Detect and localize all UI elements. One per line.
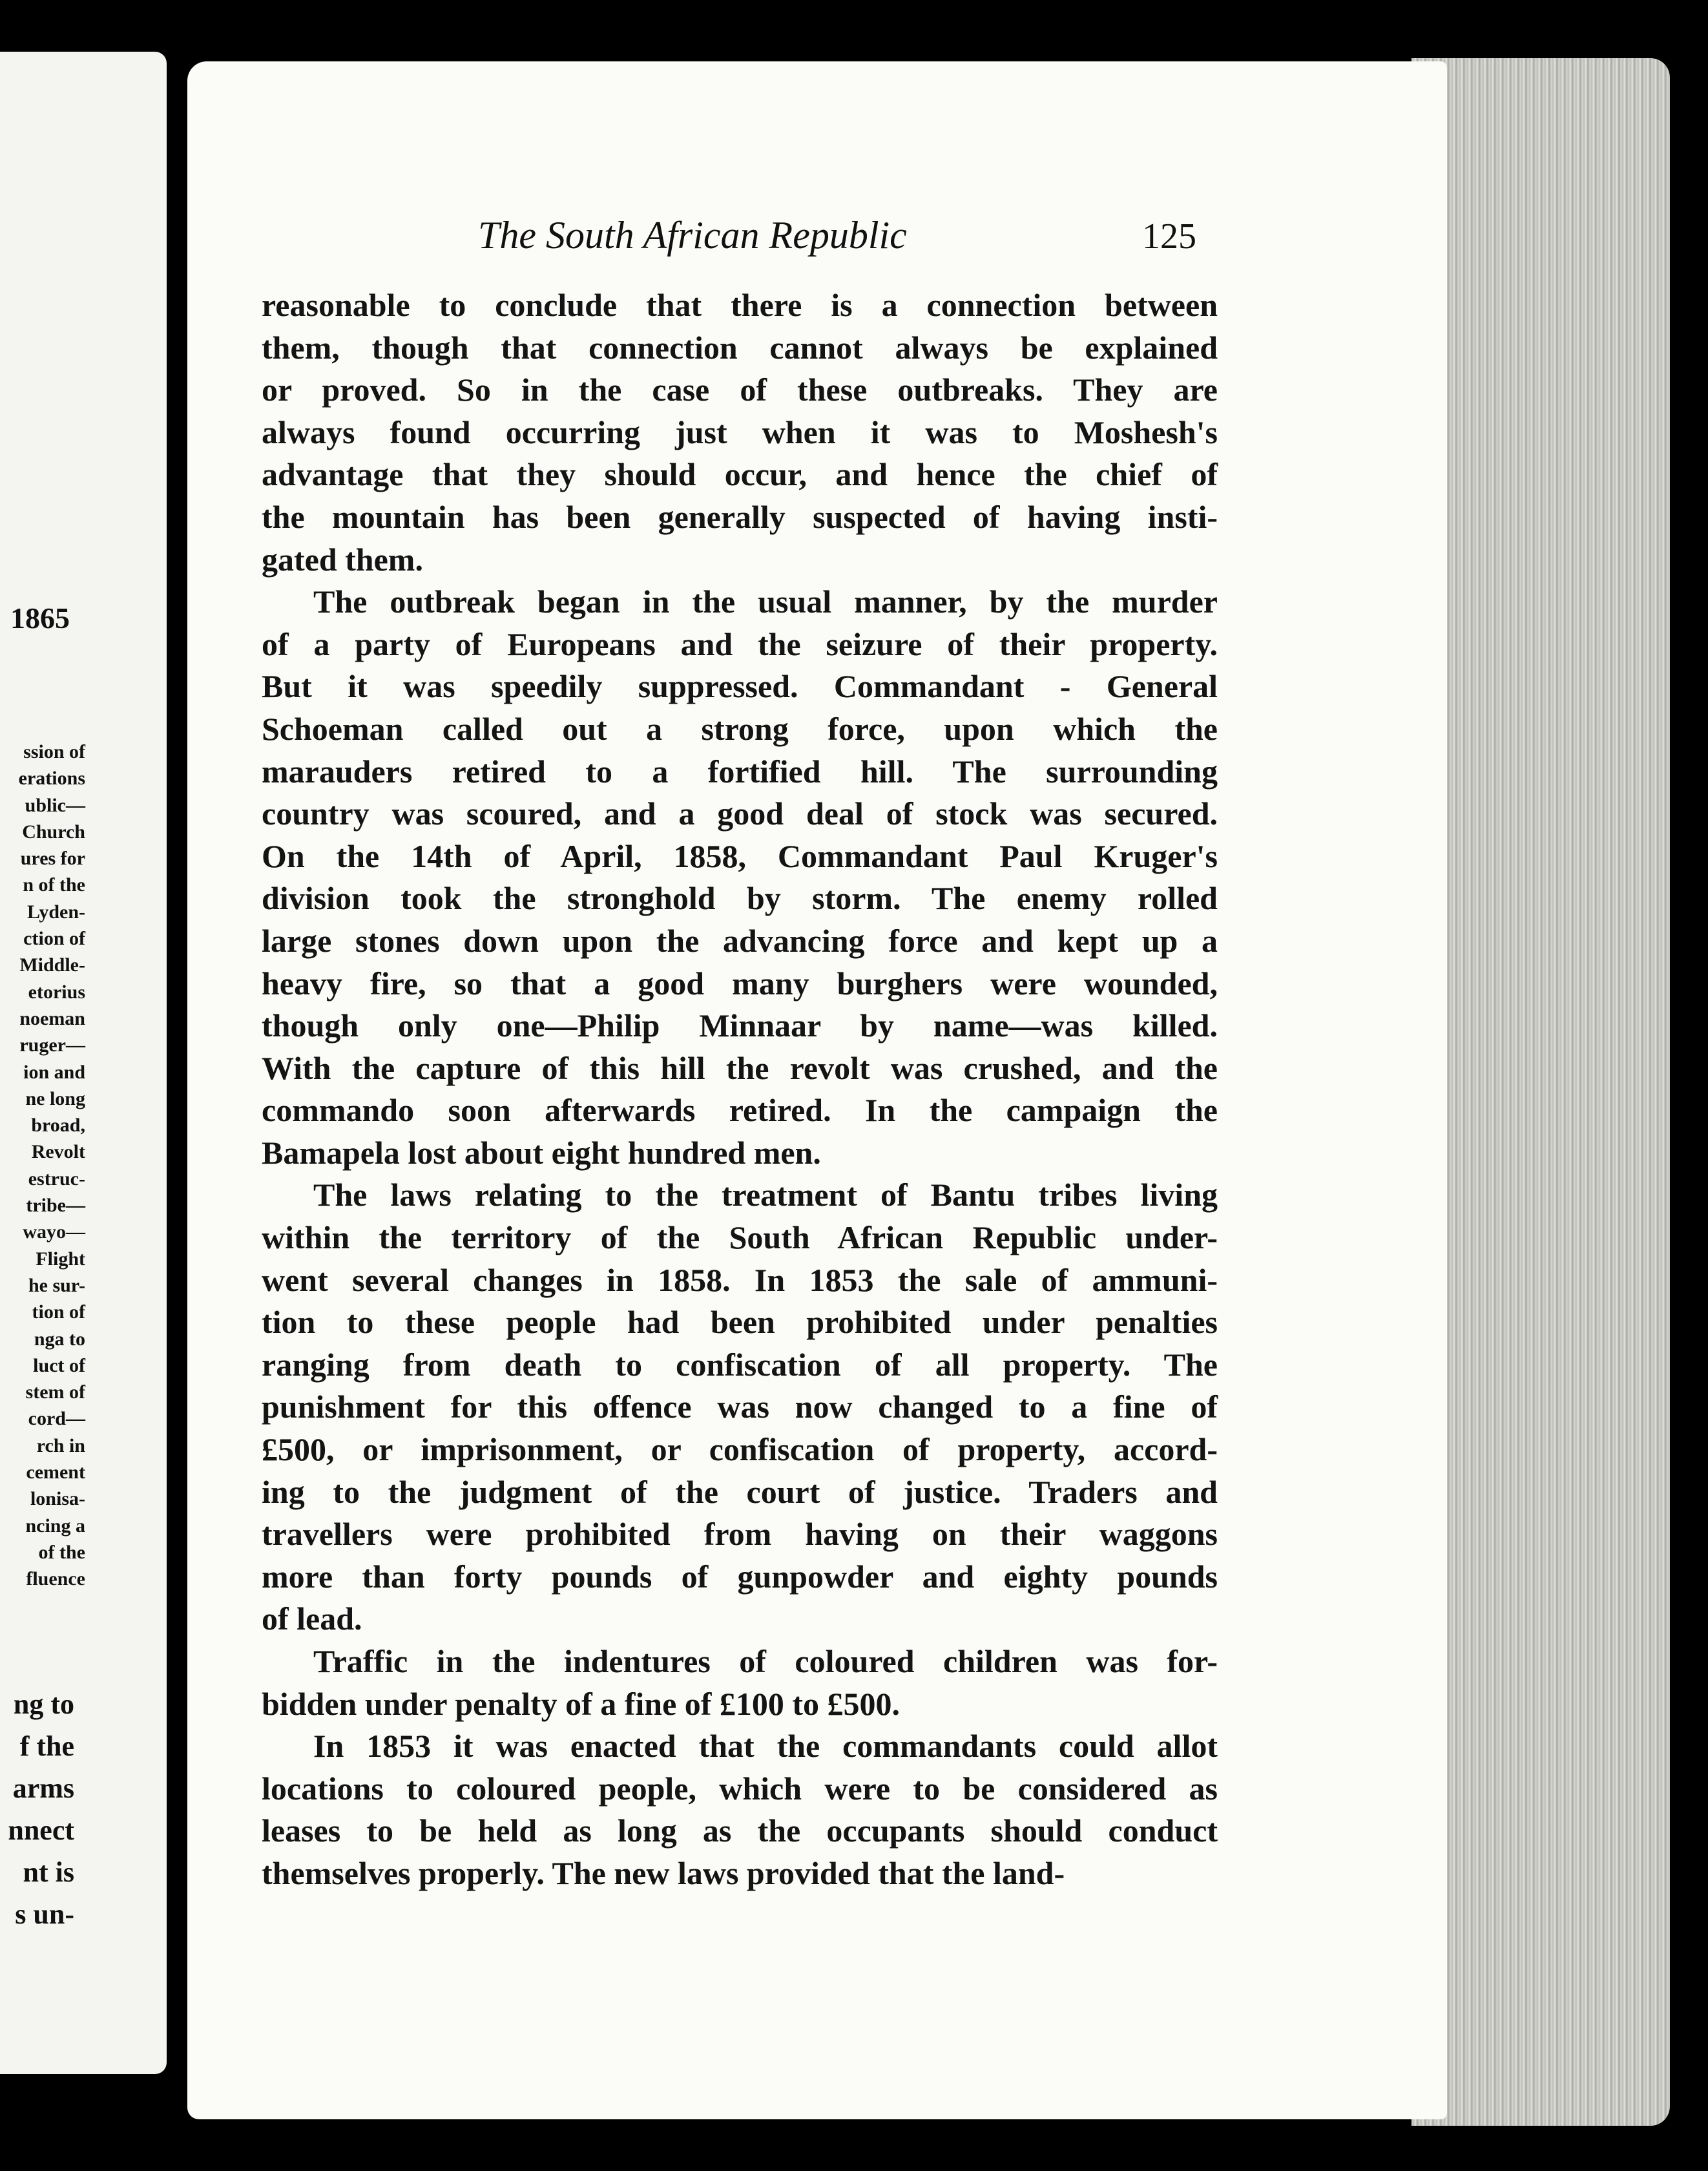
margin-note-line: broad,	[31, 1115, 85, 1137]
margin-note-line: cord—	[28, 1408, 85, 1430]
text-line: within the territory of the South African Republic under-	[262, 1219, 1218, 1256]
text-line: of lead.	[262, 1600, 362, 1637]
margin-note-line: wayo—	[23, 1221, 85, 1243]
text-line: £500, or imprisonment, or confiscation of property, accord-	[262, 1431, 1218, 1468]
text-line: ing to the judgment of the court of justice. Traders and	[262, 1473, 1218, 1510]
left-text-line: arms	[12, 1772, 74, 1804]
left-text-line: f the	[19, 1730, 74, 1762]
margin-note-line: ncing a	[25, 1515, 85, 1536]
margin-note-line: noeman	[19, 1007, 85, 1029]
left-page-year: 1865	[10, 602, 70, 635]
text-line: The outbreak began in the usual manner, by the murder	[313, 583, 1218, 620]
text-line: locations to coloured people, which were to be considered as	[262, 1770, 1218, 1807]
margin-note-line: ction of	[23, 928, 85, 950]
text-line: gated them.	[262, 541, 423, 578]
text-line: advantage that they should occur, and hence the chief of	[262, 456, 1218, 493]
text-line: large stones down upon the advancing force and kept up a	[262, 922, 1218, 959]
margin-note-line: Revolt	[31, 1141, 85, 1163]
running-head: The South African Republic	[478, 214, 907, 257]
text-line: always found occurring just when it was to Moshesh's	[262, 414, 1218, 450]
text-line: reasonable to conclude that there is a connection between	[262, 287, 1218, 323]
margin-note-line: tion of	[32, 1301, 85, 1323]
text-line: though only one—Philip Minnaar by name—was killed.	[262, 1007, 1218, 1044]
text-line: Traffic in the indentures of coloured children was for-	[313, 1643, 1218, 1679]
paragraph	[262, 284, 1218, 581]
margin-note-line: ne long	[25, 1087, 85, 1109]
margin-note-line: fluence	[26, 1568, 85, 1590]
margin-note-line: ssion of	[23, 741, 85, 762]
margin-note-line: lonisa-	[30, 1488, 85, 1510]
text-line: country was scoured, and a good deal of stock was secured.	[262, 795, 1218, 832]
left-margin-notes	[0, 739, 85, 1593]
left-text-line: nnect	[8, 1814, 74, 1846]
text-line: or proved. So in the case of these outbreaks. They are	[262, 372, 1218, 408]
text-line: But it was speedily suppressed. Commandant - General	[262, 668, 1218, 705]
text-line: heavy fire, so that a good many burghers were wounded,	[262, 965, 1218, 1002]
margin-note-line: n of the	[23, 874, 85, 896]
text-line: went several changes in 1858. In 1853 the sale of ammuni-	[262, 1261, 1218, 1298]
margin-note-line: ublic—	[25, 794, 85, 816]
text-line: punishment for this offence was now changed to a fine of	[262, 1389, 1218, 1425]
left-page	[0, 52, 167, 2074]
margin-note-line: Flight	[36, 1248, 85, 1270]
text-line: In 1853 it was enacted that the commandants could allot	[313, 1728, 1218, 1765]
margin-note-line: cement	[26, 1462, 85, 1484]
margin-note-line: luct of	[33, 1354, 85, 1376]
text-line: more than forty pounds of gunpowder and eighty pounds	[262, 1558, 1218, 1595]
text-line: leases to be held as long as the occupants should conduct	[262, 1812, 1218, 1849]
page-edges	[1411, 58, 1670, 2126]
text-line: commando soon afterwards retired. In the campaign the	[262, 1092, 1218, 1129]
body-text	[262, 284, 1218, 1895]
text-line: The laws relating to the treatment of Bantu tribes living	[313, 1177, 1218, 1213]
left-text-line: ng to	[13, 1688, 74, 1720]
left-main-text	[0, 1683, 74, 1935]
margin-note-line: ion and	[23, 1061, 85, 1083]
margin-note-line: erations	[18, 768, 85, 790]
text-line: the mountain has been generally suspected of having insti-	[262, 498, 1218, 535]
text-line: Bamapela lost about eight hundred men.	[262, 1134, 821, 1171]
text-line: With the capture of this hill the revolt was crushed, and the	[262, 1049, 1218, 1086]
paragraph	[262, 1725, 1218, 1894]
left-text-line: nt is	[23, 1856, 74, 1888]
paragraph	[262, 581, 1218, 1174]
margin-note-line: tribe—	[26, 1195, 85, 1217]
margin-note-line: nga to	[34, 1328, 85, 1350]
text-line: bidden under penalty of a fine of £100 to £500.	[262, 1685, 901, 1722]
text-line: Schoeman called out a strong force, upon which the	[262, 710, 1218, 747]
margin-note-line: ures for	[20, 848, 85, 870]
margin-note-line: of the	[38, 1541, 85, 1563]
text-line: On the 14th of April, 1858, Commandant Paul Kruger's	[262, 837, 1218, 874]
text-line: tion to these people had been prohibited under penalties	[262, 1304, 1218, 1341]
margin-note-line: he sur-	[28, 1274, 85, 1296]
margin-note-line: etorius	[28, 981, 85, 1003]
text-line: ranging from death to confiscation of all property. The	[262, 1346, 1218, 1383]
paragraph	[262, 1641, 1218, 1725]
left-text-line: s un-	[15, 1898, 74, 1930]
text-line: themselves properly. The new laws provided that the land-	[262, 1854, 1065, 1891]
margin-note-line: stem of	[25, 1381, 85, 1403]
page-number: 125	[1142, 216, 1196, 257]
margin-note-line: ruger—	[19, 1034, 85, 1056]
margin-note-line: Middle-	[19, 954, 85, 976]
text-line: of a party of Europeans and the seizure of their property.	[262, 625, 1218, 662]
margin-note-line: estruc-	[28, 1168, 85, 1190]
text-line: marauders retired to a fortified hill. The surrounding	[262, 753, 1218, 790]
margin-note-line: rch in	[36, 1434, 85, 1456]
paragraph	[262, 1174, 1218, 1641]
text-line: them, though that connection cannot always be explained	[262, 329, 1218, 366]
margin-note-line: Church	[22, 821, 85, 843]
text-line: travellers were prohibited from having on their waggons	[262, 1516, 1218, 1553]
text-line: division took the stronghold by storm. The enemy rolled	[262, 880, 1218, 917]
margin-note-line: Lyden-	[26, 901, 85, 923]
